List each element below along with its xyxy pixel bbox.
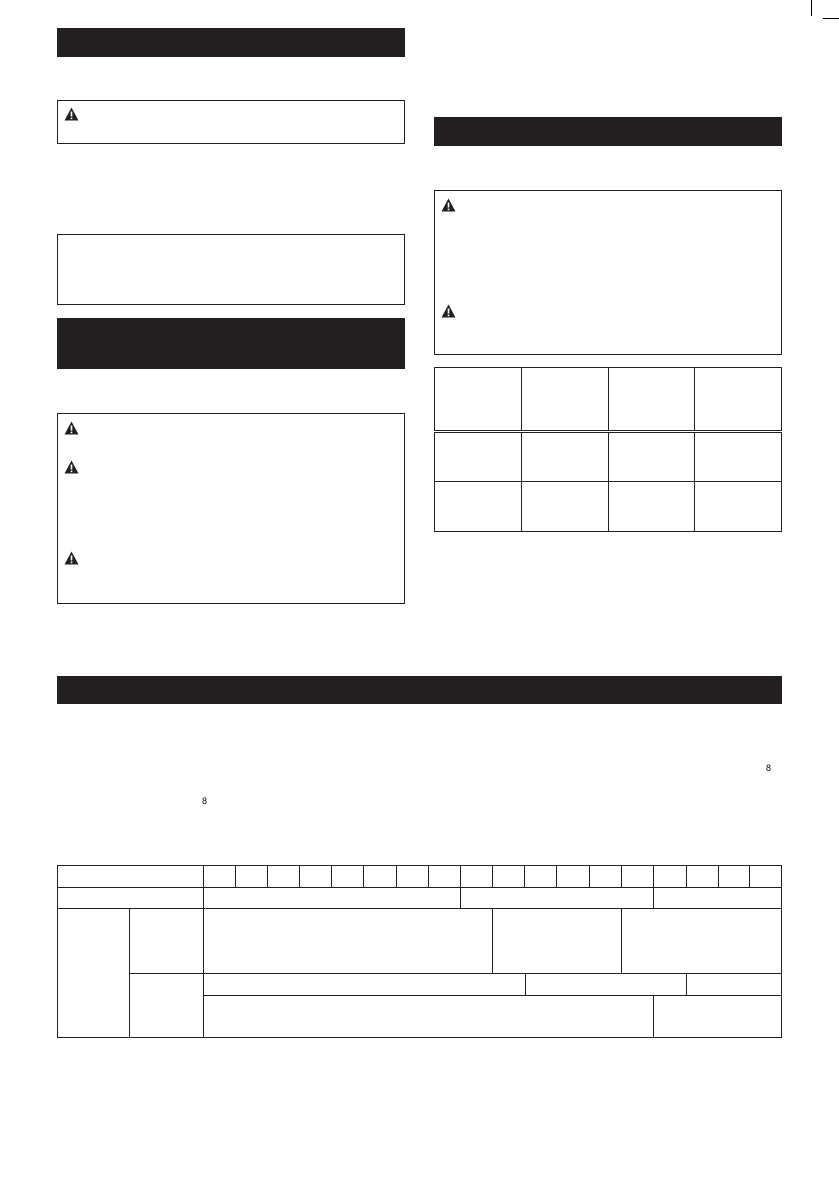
spec-table-rule <box>686 973 687 995</box>
section-heading-bar <box>57 28 405 57</box>
table-header-row <box>435 368 782 432</box>
spec-table-rule <box>460 887 461 909</box>
spec-table-rule <box>653 887 654 909</box>
paragraph-glyph: 8 <box>202 796 208 806</box>
table-cell <box>695 482 782 532</box>
spec-table-rule <box>653 866 654 887</box>
warning-triangle-icon <box>64 421 79 435</box>
table-cell <box>521 482 608 532</box>
spec-table-rule <box>363 866 364 887</box>
spec-table-rule <box>556 866 557 887</box>
warning-triangle-icon <box>64 551 79 565</box>
spec-table-rule <box>267 866 268 887</box>
spec-table-rule <box>58 908 781 909</box>
spec-table-rule <box>718 866 719 887</box>
notice-box <box>57 234 405 305</box>
spec-table-rule <box>525 973 526 995</box>
spec-table-rule <box>686 866 687 887</box>
table-row <box>435 482 782 532</box>
spec-table-rule <box>492 908 493 973</box>
crop-mark-top-right-v <box>811 0 812 16</box>
spec-table-rule <box>235 866 236 887</box>
paragraph-glyph: 8 <box>766 763 772 773</box>
spec-table-rule <box>129 973 781 974</box>
warning-box <box>57 100 405 144</box>
table-cell <box>435 432 522 482</box>
table-header-cell <box>695 368 782 432</box>
spec-table-rule <box>299 866 300 887</box>
table-cell <box>435 482 522 532</box>
table-cell <box>521 432 608 482</box>
spec-table-rule <box>621 908 622 973</box>
spec-table-rule <box>653 995 654 1038</box>
spec-table-rule <box>428 866 429 887</box>
spec-table-rule <box>621 866 622 887</box>
spec-table-rule <box>492 866 493 887</box>
warning-box <box>434 190 782 355</box>
warning-triangle-icon <box>441 198 456 212</box>
warning-triangle-icon <box>441 304 456 318</box>
spec-table <box>57 865 782 1038</box>
spec-table-rule <box>749 866 750 887</box>
table-cell <box>608 432 695 482</box>
data-table <box>434 367 782 532</box>
section-heading-bar <box>57 676 782 704</box>
table-row <box>435 432 782 482</box>
table-header-cell <box>435 368 522 432</box>
spec-table-rule <box>203 995 781 996</box>
section-heading-bar <box>434 117 782 146</box>
table-header-cell <box>608 368 695 432</box>
spec-table-rule <box>589 866 590 887</box>
table-cell <box>695 432 782 482</box>
spec-table-rule <box>396 866 397 887</box>
spec-table-rule <box>58 887 781 888</box>
spec-table-rule <box>203 887 204 909</box>
spec-table-rule <box>524 866 525 887</box>
spec-table-rule <box>203 866 204 887</box>
spec-table-rule <box>460 866 461 887</box>
spec-table-rule <box>331 866 332 887</box>
crop-mark-top-right-h <box>823 18 839 19</box>
table-header-cell <box>521 368 608 432</box>
table-cell <box>608 482 695 532</box>
warning-box <box>57 413 405 604</box>
section-heading-bar <box>57 318 405 369</box>
warning-triangle-icon <box>64 107 79 121</box>
warning-triangle-icon <box>64 460 79 474</box>
